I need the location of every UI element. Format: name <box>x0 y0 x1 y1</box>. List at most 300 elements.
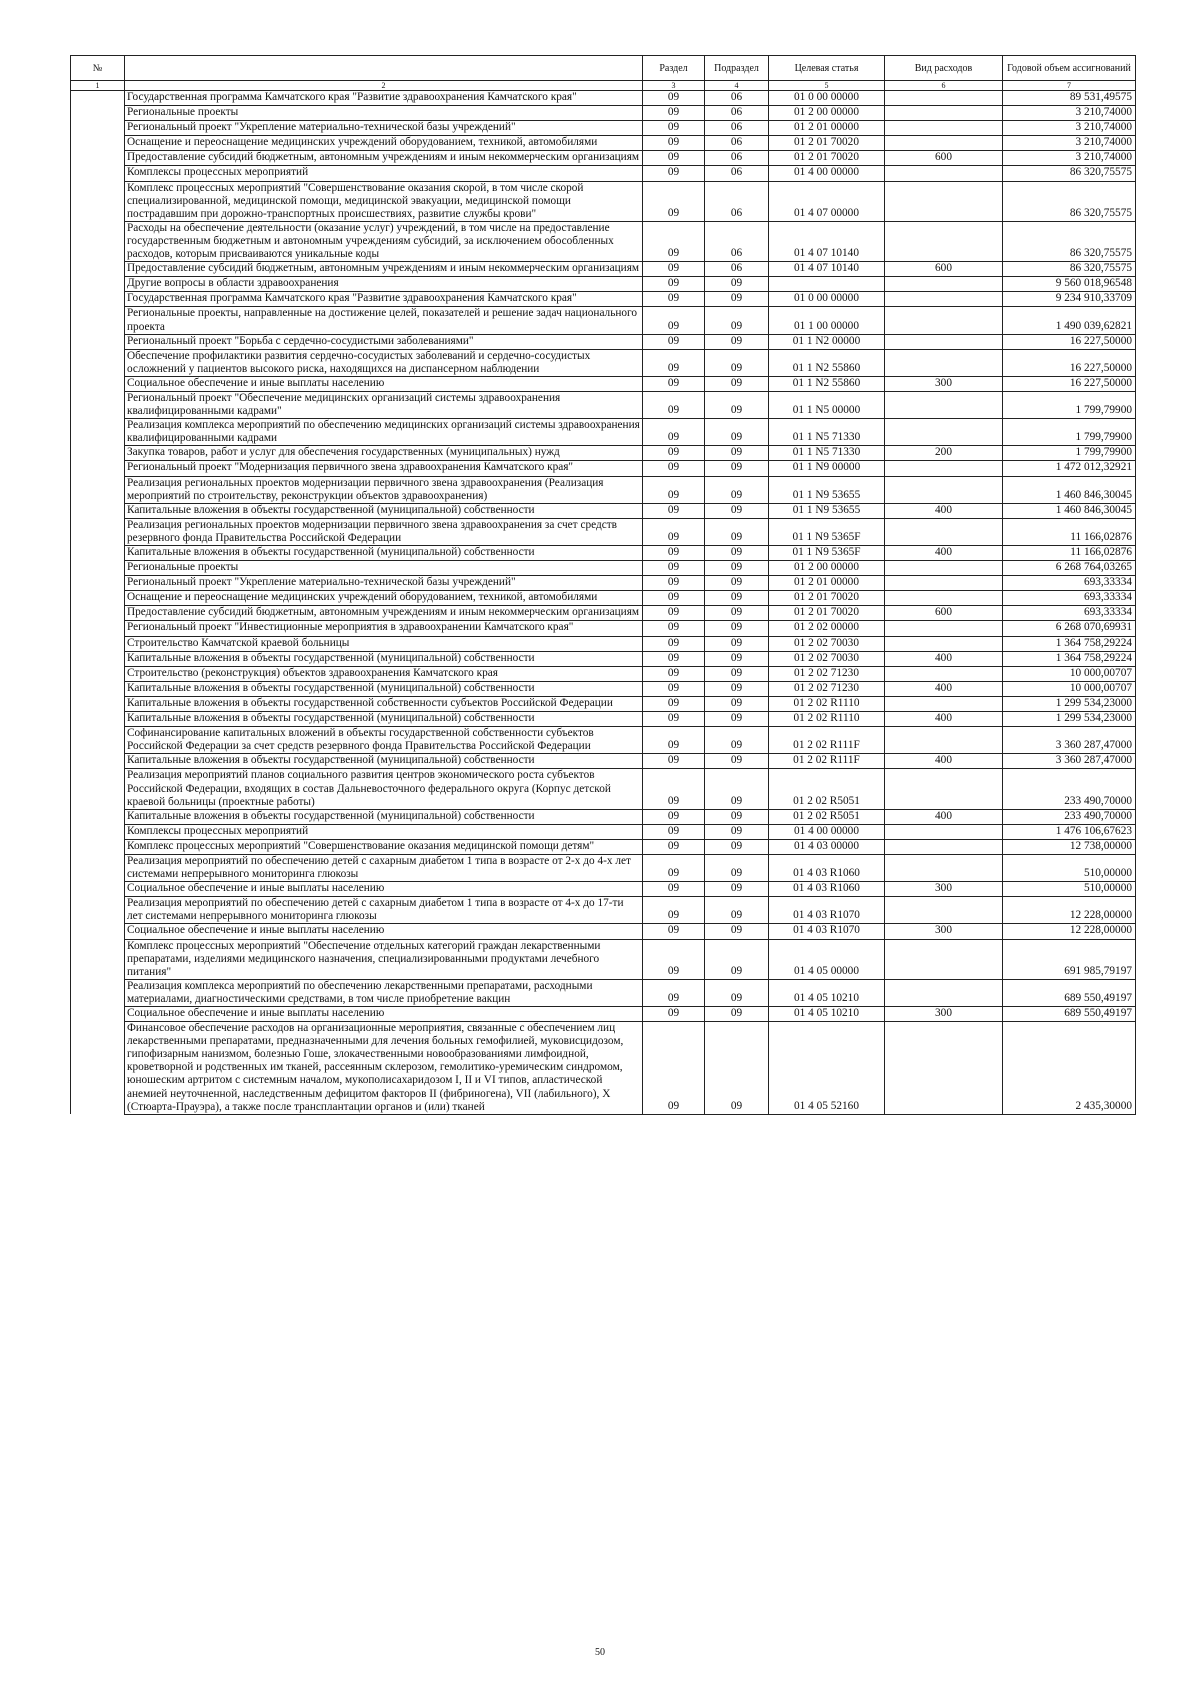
row-name: Финансовое обеспечение расходов на организационные мероприятия, связанные с обеспечением лиц лекарственными препаратами, предназначенными для лечения больных гемофилией, муковисцидозом, гипофизарным нанизмом, болезнью Гоше, злокачественными новообразованиями лимфоидной, кроветворной и родственных им тканей, рассеянным склерозом, гемолитико-уремическим синдромом, юношеским артритом с системным началом, мукополисахаридозом I, II и VI типов, апластической анемией неуточненной, наследственным дефицитом факторов II (фибриногена), VII (лабильного), X (Стюарта-Прауэра), а также после трансплантации органов и (или) тканей <box>125 1022 643 1115</box>
row-expense-type: 300 <box>885 924 1003 939</box>
table-row <box>71 576 1136 591</box>
row-amount: 1 299 534,23000 <box>1003 696 1136 711</box>
row-razdel: 09 <box>643 854 705 881</box>
row-expense-type <box>885 181 1003 221</box>
row-number-cell <box>71 809 125 824</box>
row-number-cell <box>71 591 125 606</box>
row-target-article: 01 4 07 10140 <box>769 221 885 261</box>
table-row <box>71 476 1136 503</box>
header-index: 7 <box>1003 81 1136 91</box>
table-row <box>71 666 1136 681</box>
row-name: Комплексы процессных мероприятий <box>125 824 643 839</box>
row-name: Капитальные вложения в объекты государственной (муниципальной) собственности <box>125 712 643 727</box>
table-row <box>71 824 1136 839</box>
row-podrazdel: 06 <box>705 106 769 121</box>
row-razdel: 09 <box>643 307 705 334</box>
row-expense-type: 300 <box>885 376 1003 391</box>
row-razdel: 09 <box>643 621 705 636</box>
table-row <box>71 334 1136 349</box>
table-body <box>71 91 1136 1115</box>
row-amount: 9 560 018,96548 <box>1003 277 1136 292</box>
row-amount: 693,33334 <box>1003 606 1136 621</box>
row-target-article: 01 2 01 70020 <box>769 151 885 166</box>
row-razdel: 09 <box>643 181 705 221</box>
row-target-article: 01 2 01 70020 <box>769 606 885 621</box>
row-podrazdel: 09 <box>705 476 769 503</box>
row-expense-type: 400 <box>885 712 1003 727</box>
row-expense-type: 400 <box>885 681 1003 696</box>
row-name: Региональный проект "Модернизация первичного звена здравоохранения Камчатского края" <box>125 461 643 476</box>
row-expense-type <box>885 221 1003 261</box>
row-podrazdel: 09 <box>705 334 769 349</box>
row-razdel: 09 <box>643 334 705 349</box>
row-name: Оснащение и переоснащение медицинских учреждений оборудованием, техникой, автомобилями <box>125 136 643 151</box>
row-name: Строительство (реконструкция) объектов здравоохранения Камчатского края <box>125 666 643 681</box>
row-razdel: 09 <box>643 1007 705 1022</box>
table-row <box>71 349 1136 376</box>
row-number-cell <box>71 576 125 591</box>
table-row <box>71 518 1136 545</box>
row-name: Капитальные вложения в объекты государственной (муниципальной) собственности <box>125 546 643 561</box>
row-razdel: 09 <box>643 924 705 939</box>
row-target-article: 01 0 00 00000 <box>769 292 885 307</box>
row-razdel: 09 <box>643 121 705 136</box>
row-amount: 12 228,00000 <box>1003 897 1136 924</box>
row-razdel: 09 <box>643 712 705 727</box>
row-expense-type <box>885 476 1003 503</box>
row-name: Капитальные вложения в объекты государственной (муниципальной) собственности <box>125 651 643 666</box>
row-razdel: 09 <box>643 546 705 561</box>
row-number-cell <box>71 621 125 636</box>
row-amount: 12 228,00000 <box>1003 924 1136 939</box>
row-amount: 1 364 758,29224 <box>1003 636 1136 651</box>
row-podrazdel: 06 <box>705 136 769 151</box>
row-razdel: 09 <box>643 979 705 1006</box>
row-name: Региональные проекты <box>125 561 643 576</box>
header-index: 4 <box>705 81 769 91</box>
row-name: Предоставление субсидий бюджетным, автономным учреждениям и иным некоммерческим организациям <box>125 262 643 277</box>
row-podrazdel: 09 <box>705 939 769 979</box>
row-name: Реализация мероприятий по обеспечению детей с сахарным диабетом 1 типа в возрасте от 4-х до 17-ти лет системами непрерывного мониторинга глюкозы <box>125 897 643 924</box>
row-podrazdel: 09 <box>705 651 769 666</box>
row-number-cell <box>71 292 125 307</box>
table-row <box>71 503 1136 518</box>
row-podrazdel: 09 <box>705 621 769 636</box>
row-podrazdel: 09 <box>705 681 769 696</box>
row-podrazdel: 09 <box>705 503 769 518</box>
row-podrazdel: 09 <box>705 727 769 754</box>
row-number-cell <box>71 349 125 376</box>
table-row <box>71 769 1136 809</box>
table-row <box>71 591 1136 606</box>
header-num: № <box>71 56 125 81</box>
row-razdel: 09 <box>643 292 705 307</box>
row-target-article: 01 4 05 52160 <box>769 1022 885 1115</box>
row-razdel: 09 <box>643 503 705 518</box>
row-amount: 1 299 534,23000 <box>1003 712 1136 727</box>
row-number-cell <box>71 979 125 1006</box>
row-amount: 3 360 287,47000 <box>1003 754 1136 769</box>
row-number-cell <box>71 666 125 681</box>
row-target-article: 01 2 01 70020 <box>769 136 885 151</box>
row-target-article: 01 2 01 70020 <box>769 591 885 606</box>
row-target-article: 01 4 03 R1070 <box>769 897 885 924</box>
header-index: 5 <box>769 81 885 91</box>
row-expense-type <box>885 576 1003 591</box>
row-expense-type <box>885 621 1003 636</box>
row-name: Обеспечение профилактики развития сердечно-сосудистых заболеваний и сердечно-сосудистых осложнений у пациентов высокого риска, находящихся на диспансерном наблюдении <box>125 349 643 376</box>
row-razdel: 09 <box>643 376 705 391</box>
row-razdel: 09 <box>643 419 705 446</box>
row-expense-type <box>885 349 1003 376</box>
row-expense-type: 400 <box>885 651 1003 666</box>
row-target-article: 01 1 N9 53655 <box>769 476 885 503</box>
row-name: Капитальные вложения в объекты государственной собственности субъектов Российской Федерации <box>125 696 643 711</box>
row-number-cell <box>71 651 125 666</box>
row-name: Социальное обеспечение и иные выплаты населению <box>125 882 643 897</box>
row-name: Региональный проект "Инвестиционные мероприятия в здравоохранении Камчатского края" <box>125 621 643 636</box>
row-podrazdel: 09 <box>705 576 769 591</box>
row-podrazdel: 09 <box>705 446 769 461</box>
row-target-article: 01 2 02 00000 <box>769 621 885 636</box>
table-row <box>71 809 1136 824</box>
row-expense-type <box>885 727 1003 754</box>
row-expense-type: 600 <box>885 606 1003 621</box>
row-name: Комплекс процессных мероприятий "Совершенствование оказания скорой, в том числе скорой специализированной, медицинской помощи, медицинской эвакуации, медицинской помощи пострадавшим при дорожно-транспортных происшествиях, развитие службы крови" <box>125 181 643 221</box>
row-name: Комплексы процессных мероприятий <box>125 166 643 181</box>
row-expense-type <box>885 121 1003 136</box>
budget-table-sheet <box>70 55 1135 1115</box>
table-row <box>71 391 1136 418</box>
row-razdel: 09 <box>643 136 705 151</box>
row-expense-type <box>885 824 1003 839</box>
row-target-article: 01 4 07 00000 <box>769 181 885 221</box>
row-name: Предоставление субсидий бюджетным, автономным учреждениям и иным некоммерческим организациям <box>125 151 643 166</box>
table-row <box>71 136 1136 151</box>
row-number-cell <box>71 376 125 391</box>
row-number-cell <box>71 106 125 121</box>
row-number-cell <box>71 727 125 754</box>
row-target-article: 01 1 N9 5365F <box>769 518 885 545</box>
row-target-article: 01 2 02 R111F <box>769 727 885 754</box>
row-amount: 1 799,79900 <box>1003 419 1136 446</box>
row-podrazdel: 09 <box>705 712 769 727</box>
table-row <box>71 121 1136 136</box>
row-name: Предоставление субсидий бюджетным, автономным учреждениям и иным некоммерческим организациям <box>125 606 643 621</box>
row-expense-type <box>885 939 1003 979</box>
row-target-article: 01 2 00 00000 <box>769 561 885 576</box>
row-target-article: 01 4 03 R1060 <box>769 854 885 881</box>
table-row <box>71 419 1136 446</box>
row-amount: 689 550,49197 <box>1003 979 1136 1006</box>
row-number-cell <box>71 91 125 106</box>
table-row <box>71 681 1136 696</box>
row-number-cell <box>71 754 125 769</box>
row-number-cell <box>71 419 125 446</box>
row-target-article: 01 4 03 00000 <box>769 839 885 854</box>
table-row <box>71 307 1136 334</box>
row-target-article: 01 4 00 00000 <box>769 166 885 181</box>
row-target-article: 01 2 01 00000 <box>769 121 885 136</box>
row-razdel: 09 <box>643 221 705 261</box>
row-amount: 2 435,30000 <box>1003 1022 1136 1115</box>
row-name: Комплекс процессных мероприятий "Совершенствование оказания медицинской помощи детям" <box>125 839 643 854</box>
row-podrazdel: 06 <box>705 121 769 136</box>
row-expense-type: 400 <box>885 546 1003 561</box>
row-amount: 11 166,02876 <box>1003 546 1136 561</box>
row-podrazdel: 09 <box>705 518 769 545</box>
row-number-cell <box>71 262 125 277</box>
header-razdel: Раздел <box>643 56 705 81</box>
row-podrazdel: 09 <box>705 1007 769 1022</box>
row-target-article: 01 1 N5 00000 <box>769 391 885 418</box>
row-number-cell <box>71 606 125 621</box>
table-row <box>71 712 1136 727</box>
row-amount: 86 320,75575 <box>1003 181 1136 221</box>
row-expense-type <box>885 769 1003 809</box>
row-expense-type: 400 <box>885 809 1003 824</box>
row-number-cell <box>71 121 125 136</box>
row-name: Расходы на обеспечение деятельности (оказание услуг) учреждений, в том числе на предоставление государственным бюджетным и автономным учреждениям субсидий, за исключением обособленных расходов, которым присваиваются уникальные коды <box>125 221 643 261</box>
row-podrazdel: 09 <box>705 696 769 711</box>
row-name: Социальное обеспечение и иные выплаты населению <box>125 376 643 391</box>
row-target-article: 01 2 02 70030 <box>769 636 885 651</box>
page-number: 50 <box>595 1647 605 1658</box>
header-target-article: Целевая статья <box>769 56 885 81</box>
row-podrazdel: 09 <box>705 636 769 651</box>
row-podrazdel: 09 <box>705 277 769 292</box>
row-razdel: 09 <box>643 262 705 277</box>
row-amount: 10 000,00707 <box>1003 666 1136 681</box>
row-amount: 11 166,02876 <box>1003 518 1136 545</box>
row-name: Другие вопросы в области здравоохранения <box>125 277 643 292</box>
row-amount: 693,33334 <box>1003 591 1136 606</box>
row-name: Региональный проект "Укрепление материально-технической базы учреждений" <box>125 121 643 136</box>
row-podrazdel: 06 <box>705 151 769 166</box>
row-podrazdel: 09 <box>705 292 769 307</box>
table-row <box>71 621 1136 636</box>
row-target-article: 01 1 N9 5365F <box>769 546 885 561</box>
row-number-cell <box>71 1022 125 1115</box>
row-amount: 3 360 287,47000 <box>1003 727 1136 754</box>
row-name: Социальное обеспечение и иные выплаты населению <box>125 924 643 939</box>
row-podrazdel: 09 <box>705 754 769 769</box>
row-target-article: 01 2 02 70030 <box>769 651 885 666</box>
row-podrazdel: 09 <box>705 824 769 839</box>
table-row <box>71 292 1136 307</box>
table-row <box>71 277 1136 292</box>
row-amount: 6 268 070,69931 <box>1003 621 1136 636</box>
row-amount: 691 985,79197 <box>1003 939 1136 979</box>
row-number-cell <box>71 696 125 711</box>
table-row <box>71 651 1136 666</box>
row-name: Региональный проект "Обеспечение медицинских организаций системы здравоохранения квалифицированными кадрами" <box>125 391 643 418</box>
row-name: Капитальные вложения в объекты государственной (муниципальной) собственности <box>125 809 643 824</box>
row-target-article: 01 1 N5 71330 <box>769 446 885 461</box>
row-razdel: 09 <box>643 681 705 696</box>
row-podrazdel: 09 <box>705 461 769 476</box>
row-target-article: 01 4 05 10210 <box>769 1007 885 1022</box>
row-expense-type <box>885 636 1003 651</box>
row-podrazdel: 06 <box>705 166 769 181</box>
row-expense-type: 400 <box>885 754 1003 769</box>
row-amount: 1 799,79900 <box>1003 391 1136 418</box>
row-target-article: 01 4 05 10210 <box>769 979 885 1006</box>
table-row <box>71 606 1136 621</box>
header-expense-type: Вид расходов <box>885 56 1003 81</box>
row-expense-type <box>885 307 1003 334</box>
row-expense-type <box>885 561 1003 576</box>
row-amount: 6 268 764,03265 <box>1003 561 1136 576</box>
row-number-cell <box>71 307 125 334</box>
row-target-article: 01 2 02 R5051 <box>769 809 885 824</box>
row-amount: 86 320,75575 <box>1003 221 1136 261</box>
row-number-cell <box>71 636 125 651</box>
table-row <box>71 924 1136 939</box>
row-razdel: 09 <box>643 696 705 711</box>
row-expense-type <box>885 136 1003 151</box>
row-razdel: 09 <box>643 651 705 666</box>
row-target-article: 01 2 00 00000 <box>769 106 885 121</box>
row-amount: 89 531,49575 <box>1003 91 1136 106</box>
row-amount: 510,00000 <box>1003 854 1136 881</box>
row-expense-type <box>885 166 1003 181</box>
row-expense-type <box>885 839 1003 854</box>
row-number-cell <box>71 924 125 939</box>
row-number-cell <box>71 446 125 461</box>
row-target-article: 01 0 00 00000 <box>769 91 885 106</box>
row-number-cell <box>71 503 125 518</box>
table-row <box>71 897 1136 924</box>
row-amount: 1 490 039,62821 <box>1003 307 1136 334</box>
row-name: Реализация комплекса мероприятий по обеспечению лекарственными препаратами, расходными материалами, диагностическими средствами, в том числе приобретение вакцин <box>125 979 643 1006</box>
row-name: Государственная программа Камчатского края "Развитие здравоохранения Камчатского края" <box>125 292 643 307</box>
row-number-cell <box>71 854 125 881</box>
row-razdel: 09 <box>643 277 705 292</box>
row-name: Реализация комплекса мероприятий по обеспечению медицинских организаций системы здравоохранения квалифицированными кадрами <box>125 419 643 446</box>
row-amount: 1 460 846,30045 <box>1003 476 1136 503</box>
row-target-article: 01 1 N2 00000 <box>769 334 885 349</box>
row-razdel: 09 <box>643 349 705 376</box>
header-annual-volume: Годовой объем ассигнований <box>1003 56 1136 81</box>
table-row <box>71 754 1136 769</box>
row-number-cell <box>71 151 125 166</box>
row-expense-type: 400 <box>885 503 1003 518</box>
row-expense-type <box>885 391 1003 418</box>
row-razdel: 09 <box>643 166 705 181</box>
row-name: Реализация мероприятий по обеспечению детей с сахарным диабетом 1 типа в возрасте от 2-х до 4-х лет системами непрерывного мониторинга глюкозы <box>125 854 643 881</box>
row-podrazdel: 09 <box>705 606 769 621</box>
header-index-row <box>71 81 1136 91</box>
row-number-cell <box>71 181 125 221</box>
row-podrazdel: 09 <box>705 924 769 939</box>
row-razdel: 09 <box>643 518 705 545</box>
row-razdel: 09 <box>643 769 705 809</box>
row-target-article: 01 1 N9 53655 <box>769 503 885 518</box>
row-podrazdel: 09 <box>705 839 769 854</box>
row-expense-type <box>885 419 1003 446</box>
row-expense-type: 200 <box>885 446 1003 461</box>
row-razdel: 09 <box>643 754 705 769</box>
row-target-article: 01 2 02 R1110 <box>769 712 885 727</box>
header-row <box>71 56 1136 81</box>
row-amount: 10 000,00707 <box>1003 681 1136 696</box>
row-target-article: 01 2 02 R111F <box>769 754 885 769</box>
row-target-article: 01 4 00 00000 <box>769 824 885 839</box>
row-amount: 3 210,74000 <box>1003 136 1136 151</box>
row-amount: 1 476 106,67623 <box>1003 824 1136 839</box>
row-razdel: 09 <box>643 636 705 651</box>
row-razdel: 09 <box>643 461 705 476</box>
table-row <box>71 106 1136 121</box>
row-podrazdel: 09 <box>705 666 769 681</box>
row-podrazdel: 09 <box>705 391 769 418</box>
row-razdel: 09 <box>643 839 705 854</box>
row-podrazdel: 09 <box>705 349 769 376</box>
row-number-cell <box>71 769 125 809</box>
table-row <box>71 939 1136 979</box>
row-number-cell <box>71 882 125 897</box>
row-amount: 233 490,70000 <box>1003 809 1136 824</box>
row-expense-type: 600 <box>885 151 1003 166</box>
row-expense-type <box>885 854 1003 881</box>
header-podrazdel: Подраздел <box>705 56 769 81</box>
row-razdel: 09 <box>643 897 705 924</box>
row-amount: 16 227,50000 <box>1003 376 1136 391</box>
table-row <box>71 181 1136 221</box>
row-podrazdel: 06 <box>705 262 769 277</box>
row-name: Реализация региональных проектов модернизации первичного звена здравоохранения (Реализация мероприятий по строительству, реконструкции объектов здравоохранения) <box>125 476 643 503</box>
header-name <box>125 56 643 81</box>
row-podrazdel: 09 <box>705 882 769 897</box>
row-number-cell <box>71 824 125 839</box>
row-podrazdel: 09 <box>705 591 769 606</box>
row-name: Строительство Камчатской краевой больницы <box>125 636 643 651</box>
row-expense-type <box>885 334 1003 349</box>
row-name: Региональный проект "Укрепление материально-технической базы учреждений" <box>125 576 643 591</box>
row-number-cell <box>71 461 125 476</box>
row-amount: 3 210,74000 <box>1003 121 1136 136</box>
row-podrazdel: 06 <box>705 181 769 221</box>
row-expense-type <box>885 106 1003 121</box>
table-row <box>71 696 1136 711</box>
row-expense-type <box>885 91 1003 106</box>
row-amount: 1 460 846,30045 <box>1003 503 1136 518</box>
row-number-cell <box>71 391 125 418</box>
row-expense-type <box>885 518 1003 545</box>
table-row <box>71 446 1136 461</box>
row-name: Реализация мероприятий планов социального развития центров экономического роста субъектов Российской Федерации, входящих в состав Дальневосточного федерального округа (Корпус детской краевой больницы (проектные работы) <box>125 769 643 809</box>
row-razdel: 09 <box>643 91 705 106</box>
row-razdel: 09 <box>643 727 705 754</box>
row-number-cell <box>71 839 125 854</box>
row-podrazdel: 09 <box>705 419 769 446</box>
row-amount: 86 320,75575 <box>1003 262 1136 277</box>
row-podrazdel: 09 <box>705 561 769 576</box>
row-razdel: 09 <box>643 151 705 166</box>
row-podrazdel: 09 <box>705 809 769 824</box>
row-name: Региональный проект "Борьба с сердечно-сосудистыми заболеваниями" <box>125 334 643 349</box>
row-expense-type <box>885 696 1003 711</box>
row-expense-type: 600 <box>885 262 1003 277</box>
row-target-article: 01 1 N5 71330 <box>769 419 885 446</box>
table-row <box>71 1022 1136 1115</box>
row-amount: 3 210,74000 <box>1003 106 1136 121</box>
row-podrazdel: 09 <box>705 307 769 334</box>
table-row <box>71 376 1136 391</box>
header-index: 2 <box>125 81 643 91</box>
row-number-cell <box>71 1007 125 1022</box>
